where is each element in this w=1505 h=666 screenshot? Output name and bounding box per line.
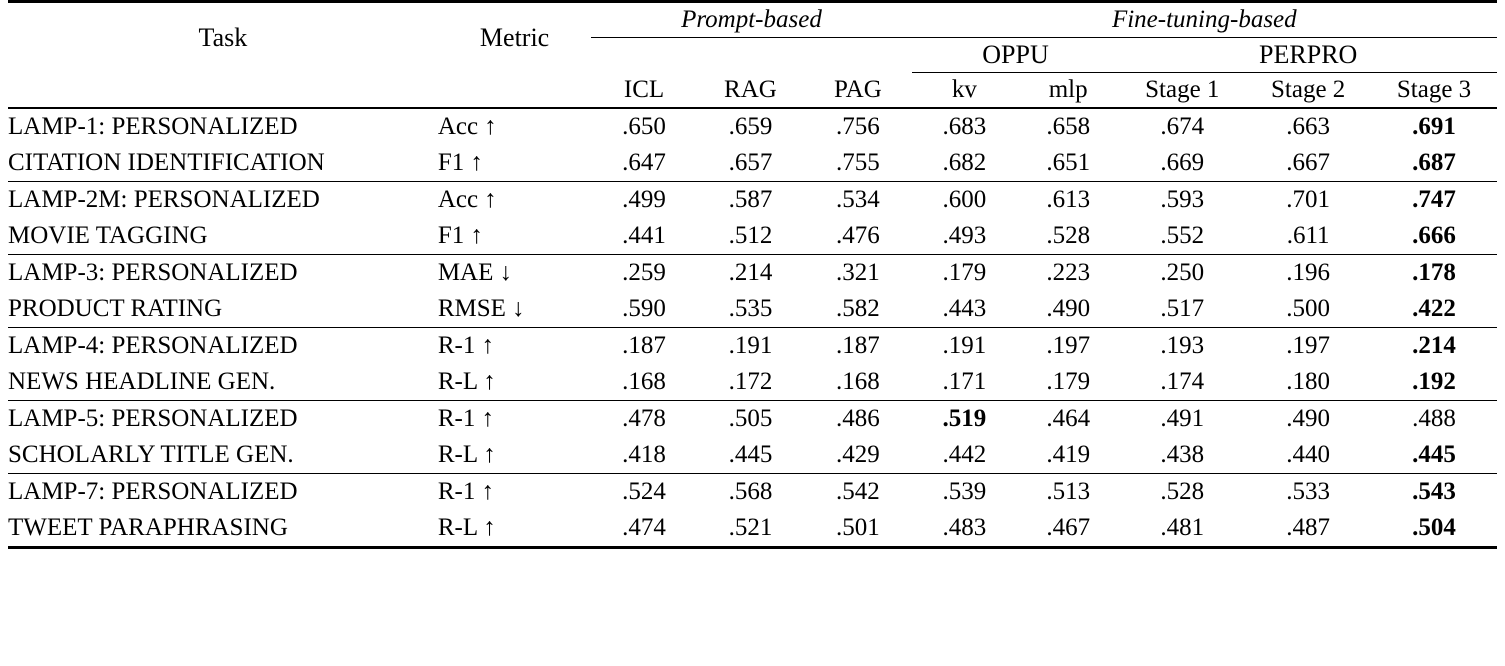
metric-label: F1 ↑ bbox=[437, 222, 483, 249]
value-stage-2: .196 bbox=[1286, 259, 1331, 286]
task-name-line1: LAMP-7: PERSONALIZED bbox=[8, 478, 298, 505]
value-stage-3: .691 bbox=[1412, 113, 1456, 140]
value-stage-3: .445 bbox=[1412, 441, 1456, 468]
value-icl: .187 bbox=[622, 332, 666, 359]
value-icl: .524 bbox=[622, 478, 666, 505]
value-mlp: .513 bbox=[1046, 478, 1091, 505]
value-kv: .683 bbox=[942, 113, 987, 140]
value-pag: .534 bbox=[836, 186, 880, 213]
task-name-line1: LAMP-2M: PERSONALIZED bbox=[8, 186, 320, 213]
value-rag: .505 bbox=[728, 405, 773, 432]
table-row bbox=[8, 145, 1497, 182]
metric-label: RMSE ↓ bbox=[437, 295, 525, 322]
value-mlp: .528 bbox=[1046, 222, 1091, 249]
value-icl: .499 bbox=[622, 186, 666, 213]
value-stage-1: .250 bbox=[1160, 259, 1205, 286]
metric-label: Acc ↑ bbox=[437, 186, 497, 213]
value-pag: .756 bbox=[836, 113, 880, 140]
metric-label: R-1 ↑ bbox=[437, 405, 495, 432]
value-stage-3: .747 bbox=[1412, 186, 1456, 213]
value-pag: .486 bbox=[836, 405, 880, 432]
value-stage-2: .500 bbox=[1286, 295, 1331, 322]
header-col-pag: PAG bbox=[834, 75, 882, 103]
value-icl: .650 bbox=[622, 113, 666, 140]
value-rag: .657 bbox=[728, 149, 773, 176]
task-name-line2: CITATION IDENTIFICATION bbox=[8, 149, 325, 176]
value-kv: .171 bbox=[942, 368, 987, 395]
value-stage-2: .490 bbox=[1286, 405, 1331, 432]
value-stage-1: .552 bbox=[1160, 222, 1205, 249]
value-mlp: .197 bbox=[1046, 332, 1091, 359]
table-row bbox=[8, 182, 1497, 218]
metric-label: R-1 ↑ bbox=[437, 478, 495, 505]
value-rag: .445 bbox=[728, 441, 773, 468]
value-icl: .478 bbox=[622, 405, 666, 432]
header-metric: Metric bbox=[479, 22, 550, 52]
header-subgroup-perpro: PERPRO bbox=[1119, 38, 1497, 73]
value-kv: .483 bbox=[942, 514, 987, 541]
header-col-mlp: mlp bbox=[1048, 76, 1088, 103]
value-kv: .443 bbox=[942, 295, 987, 322]
value-mlp: .658 bbox=[1046, 113, 1091, 140]
value-stage-1: .438 bbox=[1160, 441, 1205, 468]
value-kv: .539 bbox=[942, 478, 987, 505]
value-stage-2: .701 bbox=[1286, 186, 1331, 213]
results-table-body bbox=[8, 2, 1497, 550]
value-icl: .590 bbox=[622, 295, 666, 322]
value-stage-3: .488 bbox=[1412, 405, 1456, 432]
header-subgroup-oppu: OPPU bbox=[912, 38, 1120, 73]
value-stage-3: .543 bbox=[1412, 478, 1456, 505]
value-kv: .519 bbox=[942, 405, 987, 432]
header-col-stage-3: Stage 3 bbox=[1396, 76, 1472, 103]
header-group-finetuning-based: Fine-tuning-based bbox=[912, 3, 1497, 38]
value-rag: .568 bbox=[728, 478, 773, 505]
value-icl: .647 bbox=[622, 149, 666, 176]
value-kv: .493 bbox=[942, 222, 987, 249]
header-group-row bbox=[8, 3, 1497, 38]
header-col-kv: kv bbox=[951, 76, 977, 103]
value-icl: .474 bbox=[622, 514, 666, 541]
value-pag: .187 bbox=[836, 332, 880, 359]
value-pag: .542 bbox=[836, 478, 880, 505]
task-name-line2: MOVIE TAGGING bbox=[8, 222, 208, 249]
header-col-stage-2: Stage 2 bbox=[1271, 76, 1346, 103]
value-stage-1: .674 bbox=[1160, 113, 1205, 140]
header-col-metric-blank bbox=[438, 73, 592, 109]
value-stage-3: .192 bbox=[1412, 368, 1456, 395]
value-stage-1: .517 bbox=[1160, 295, 1205, 322]
task-name-line2: NEWS HEADLINE GEN. bbox=[8, 368, 276, 395]
value-stage-1: .481 bbox=[1160, 514, 1205, 541]
table-row bbox=[8, 510, 1497, 548]
value-rag: .587 bbox=[728, 186, 773, 213]
metric-label: R-L ↑ bbox=[437, 368, 496, 395]
value-rag: .659 bbox=[728, 113, 773, 140]
header-task: Task bbox=[198, 22, 248, 52]
value-stage-2: .611 bbox=[1286, 222, 1330, 249]
value-rag: .172 bbox=[728, 368, 773, 395]
table-row bbox=[8, 437, 1497, 474]
value-stage-2: .180 bbox=[1286, 368, 1331, 395]
metric-label: R-1 ↑ bbox=[437, 332, 495, 359]
metric-label: R-L ↑ bbox=[437, 514, 496, 541]
value-pag: .429 bbox=[836, 441, 880, 468]
results-table bbox=[8, 0, 1497, 549]
header-col-rag: RAG bbox=[724, 75, 777, 103]
metric-label: F1 ↑ bbox=[437, 149, 483, 176]
value-stage-1: .174 bbox=[1160, 368, 1205, 395]
value-rag: .191 bbox=[728, 332, 773, 359]
metric-label: R-L ↑ bbox=[437, 441, 496, 468]
table-row bbox=[8, 218, 1497, 255]
table-row bbox=[8, 328, 1497, 364]
value-pag: .476 bbox=[836, 222, 880, 249]
table-row bbox=[8, 255, 1497, 291]
value-stage-2: .667 bbox=[1286, 149, 1331, 176]
value-stage-3: .504 bbox=[1412, 514, 1456, 541]
table-row bbox=[8, 474, 1497, 510]
value-kv: .179 bbox=[942, 259, 987, 286]
value-icl: .418 bbox=[622, 441, 666, 468]
task-name-line2: SCHOLARLY TITLE GEN. bbox=[8, 441, 294, 468]
value-mlp: .419 bbox=[1046, 441, 1091, 468]
value-pag: .168 bbox=[836, 368, 880, 395]
value-stage-1: .669 bbox=[1160, 149, 1205, 176]
task-name-line1: LAMP-5: PERSONALIZED bbox=[8, 405, 298, 432]
header-group-prompt-based: Prompt-based bbox=[591, 3, 911, 38]
metric-label: MAE ↓ bbox=[437, 259, 513, 286]
value-stage-2: .440 bbox=[1286, 441, 1331, 468]
value-rag: .535 bbox=[728, 295, 773, 322]
value-pag: .755 bbox=[836, 149, 880, 176]
value-mlp: .613 bbox=[1046, 186, 1091, 213]
value-mlp: .467 bbox=[1046, 514, 1091, 541]
value-stage-1: .491 bbox=[1160, 405, 1205, 432]
value-stage-1: .593 bbox=[1160, 186, 1205, 213]
task-name-line2: TWEET PARAPHRASING bbox=[8, 514, 288, 541]
value-stage-3: .422 bbox=[1412, 295, 1456, 322]
table-row bbox=[8, 291, 1497, 328]
header-col-task-blank bbox=[8, 73, 438, 109]
value-rag: .521 bbox=[728, 514, 773, 541]
value-mlp: .464 bbox=[1046, 405, 1091, 432]
task-name-line1: LAMP-3: PERSONALIZED bbox=[8, 259, 298, 286]
value-kv: .682 bbox=[942, 149, 987, 176]
value-icl: .441 bbox=[622, 222, 666, 249]
value-icl: .259 bbox=[622, 259, 666, 286]
header-col-stage-1: Stage 1 bbox=[1145, 76, 1220, 103]
value-pag: .321 bbox=[836, 259, 880, 286]
table-row bbox=[8, 109, 1497, 145]
task-name-line2: PRODUCT RATING bbox=[8, 295, 223, 322]
value-rag: .512 bbox=[728, 222, 773, 249]
task-name-line1: LAMP-1: PERSONALIZED bbox=[8, 113, 298, 140]
header-subgroup-empty bbox=[591, 38, 911, 73]
value-pag: .501 bbox=[836, 514, 880, 541]
value-kv: .442 bbox=[942, 441, 987, 468]
value-stage-3: .214 bbox=[1412, 332, 1456, 359]
value-stage-2: .663 bbox=[1286, 113, 1331, 140]
value-stage-2: .487 bbox=[1286, 514, 1331, 541]
value-stage-3: .666 bbox=[1412, 222, 1456, 249]
value-stage-3: .178 bbox=[1412, 259, 1456, 286]
value-stage-2: .533 bbox=[1286, 478, 1331, 505]
value-mlp: .223 bbox=[1046, 259, 1091, 286]
value-stage-1: .528 bbox=[1160, 478, 1205, 505]
header-col-icl: ICL bbox=[623, 75, 665, 103]
value-rag: .214 bbox=[728, 259, 773, 286]
value-kv: .191 bbox=[942, 332, 987, 359]
value-mlp: .651 bbox=[1046, 149, 1091, 176]
task-name-line1: LAMP-4: PERSONALIZED bbox=[8, 332, 298, 359]
value-kv: .600 bbox=[942, 186, 987, 213]
header-columns-row bbox=[8, 73, 1497, 109]
value-mlp: .490 bbox=[1046, 295, 1091, 322]
value-stage-3: .687 bbox=[1412, 149, 1456, 176]
table-row bbox=[8, 401, 1497, 437]
table-row bbox=[8, 364, 1497, 401]
horizontal-rule bbox=[8, 548, 1497, 550]
value-stage-2: .197 bbox=[1286, 332, 1331, 359]
value-icl: .168 bbox=[622, 368, 666, 395]
value-pag: .582 bbox=[836, 295, 880, 322]
value-mlp: .179 bbox=[1046, 368, 1091, 395]
metric-label: Acc ↑ bbox=[437, 113, 497, 140]
value-stage-1: .193 bbox=[1160, 332, 1205, 359]
